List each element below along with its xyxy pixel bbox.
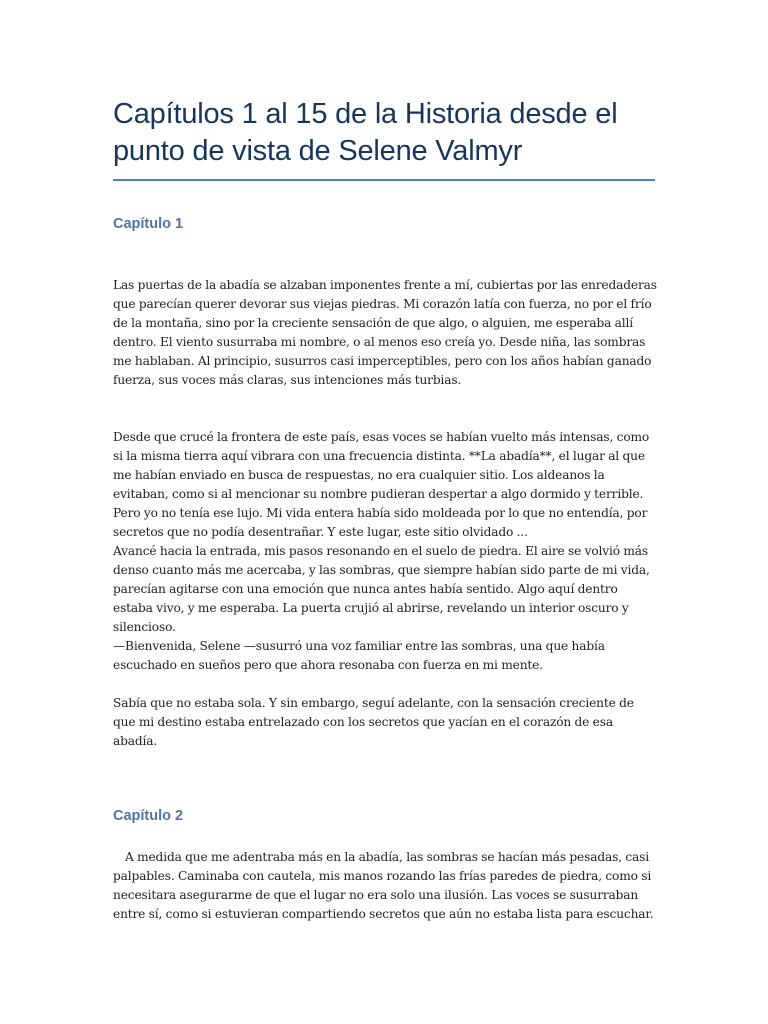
chapter-2-heading: Capítulo 2 — [113, 808, 184, 824]
chapter-1-paragraph-2: Desde que crucé la frontera de este país, esas voces se habían vuelto más intensas, como si la misma tierra aquí vibrara con una frecuencia distinta. **La abadía**, el lugar al que me habían enviado en busca de respuestas, no era cualquier sitio. Los aldeanos la evitaban, como si al mencionar su nombre pudieran despertar a algo dormido y terrible. Pero yo no tenía ese lujo. Mi vida entera había sido moldeada por lo que no entendía, por secretos que no podía desentrañar. Y este lugar, este sitio olvidado ... — [113, 430, 650, 539]
chapter-2-paragraph-1: A medida que me adentraba más en la abadía, las sombras se hacían más pesadas, casi palpables. Caminaba con cautela, mis manos rozando las frías paredes de piedra, como si necesitara asegurarme de que el lugar no era solo una ilusión. Las voces se susurraban entre sí, como si estuvieran compartiendo secretos que aún no estaba lista para escuchar. — [113, 850, 654, 921]
chapter-1-paragraph-3: Avancé hacia la entrada, mis pasos resonando en el suelo de piedra. El aire se volvió más denso cuanto más me acercaba, y las sombras, que siempre habían sido parte de mi vida, parecían agitarse con una emoción que nunca antes había sentido. Algo aquí dentro estaba vivo, y me esperaba. La puerta crujió al abrirse, revelando un interior oscuro y silencioso. — [113, 544, 650, 634]
chapter-1-paragraph-1: Las puertas de la abadía se alzaban imponentes frente a mí, cubiertas por las enredaderas que parecían querer devorar sus viejas piedras. Mi corazón latía con fuerza, no por el frío de la montaña, sino por la creciente sensación de que algo, o alguien, me esperaba allí dentro. El viento susurraba mi nombre, o al menos eso creía yo. Desde niña, las sombras me hablaban. Al principio, susurros casi imperceptibles, pero con los años habían ganado fuerza, sus voces más claras, sus intenciones más turbias. — [113, 278, 657, 387]
chapter-1-paragraph-4: —Bienvenida, Selene —susurró una voz familiar entre las sombras, una que había escuchado en sueños pero que ahora resonaba con fuerza en mi mente. — [113, 639, 605, 672]
document-title: Capítulos 1 al 15 de la Historia desde el punto de vista de Selene Valmyr — [113, 98, 618, 167]
title-underline-divider — [113, 179, 655, 181]
chapter-1-heading: Capítulo 1 — [113, 216, 184, 232]
chapter-1-paragraph-5: Sabía que no estaba sola. Y sin embargo, seguí adelante, con la sensación creciente de que mi destino estaba entrelazado con los secretos que yacían en el corazón de esa abadía. — [113, 696, 634, 748]
